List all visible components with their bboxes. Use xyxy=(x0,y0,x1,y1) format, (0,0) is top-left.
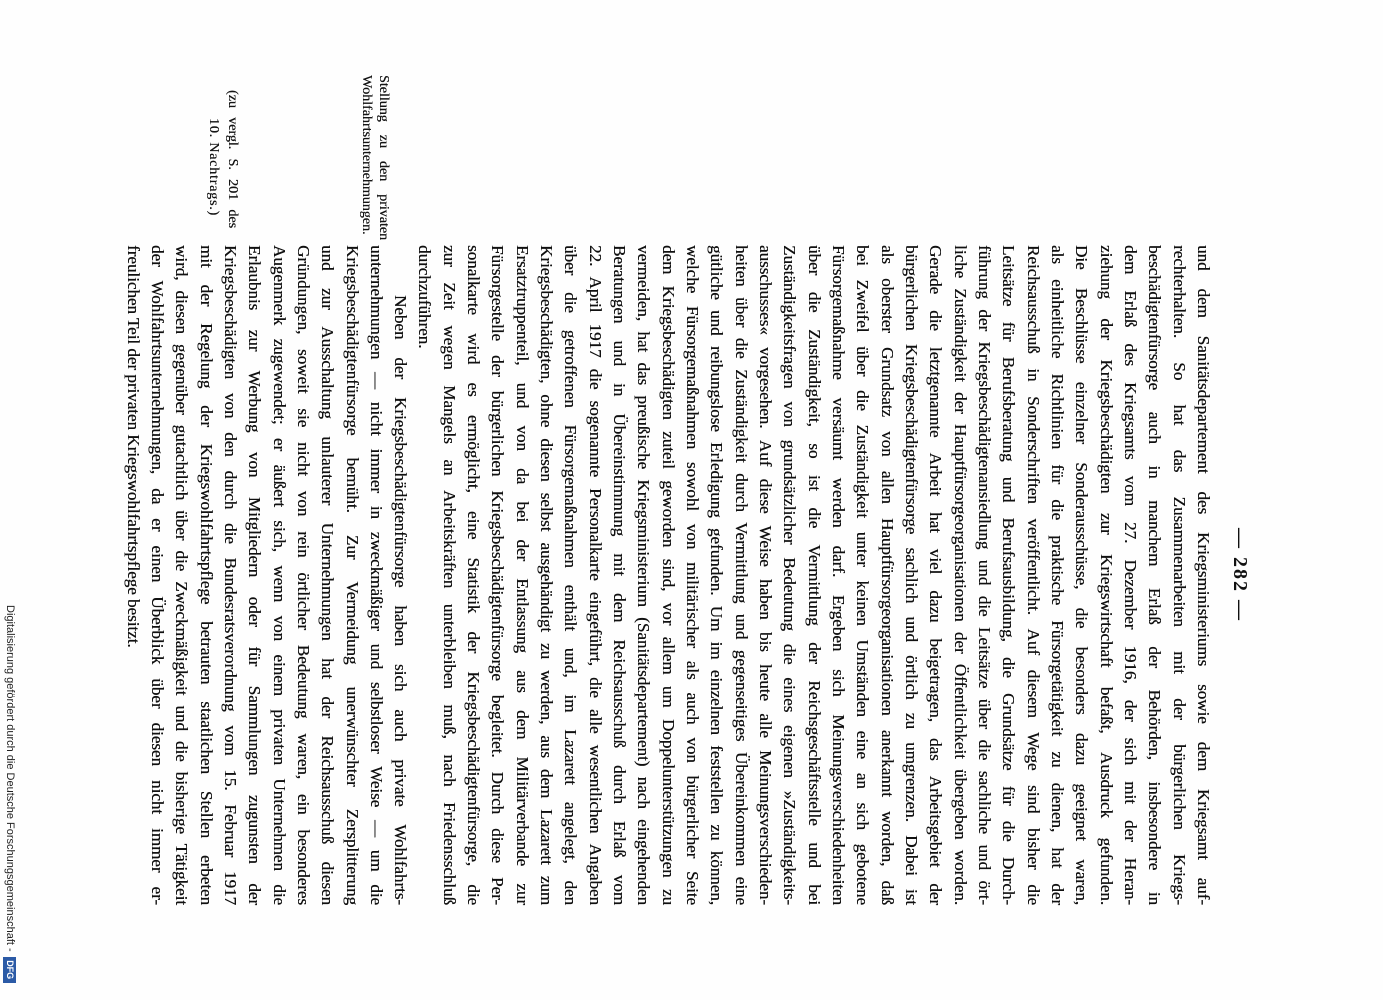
text-line: als oberster Grundsatz von allen Hauptfürsorgeorganisationen anerkannt worden, daß xyxy=(877,245,897,905)
text-line: Ersatztruppenteil, und von da bei der Entlassung aus dem Militärverbande zur xyxy=(512,245,532,905)
text-line: 22. April 1917 die sogenannte Personalkarte eingeführt, die alle wesentlichen Angaben xyxy=(585,245,605,905)
margin-note-line: Wohlfahrtsunternehmungen. xyxy=(359,75,374,235)
text-line: gütliche und reibungslose Erledigung gefunden. Um im einzelnen feststellen zu können, xyxy=(707,245,727,905)
text-line: über die getroffenen Fürsorgemaßnahmen enthält und, im Lazarett angelegt, den xyxy=(561,245,581,905)
text-line: dem Erlaß des Kriegsamts vom 27. Dezember 1916, der sich mit der Heran- xyxy=(1121,245,1141,905)
text-line: unternehmungen — nicht immer in zweckmäßiger und selbstloser Weise — um die xyxy=(366,245,386,905)
text-line: als einheitliche Richtlinien für die praktische Fürsorgetätigkeit zu dienen, hat der xyxy=(1048,245,1068,905)
text-line: Neben der Kriegsbeschädigtenfürsorge haben sich auch private Wohlfahrts- xyxy=(391,295,411,905)
credit-text: Digitalisierung gefördert durch die Deutsche Forschungsgemeinschaft - xyxy=(4,605,16,952)
text-line: sonalkarte wird es ermöglicht, eine Statistik der Kriegsbeschädigtenfürsorge, die xyxy=(464,245,484,905)
text-line: und zur Ausschaltung unlauterer Unternehmungen hat der Reichsausschuß diesen xyxy=(318,245,338,905)
text-line: bürgerlichen Kriegsbeschädigtenfürsorge sachlich und örtlich zu umgrenzen. Dabei ist xyxy=(902,245,922,905)
page-number: — 282 — xyxy=(1229,528,1251,622)
text-line: rechterhalten. So hat das Zusammenarbeiten mit der bürgerlichen Kriegs- xyxy=(1169,245,1189,905)
text-line: welche Fürsorgemaßnahmen sowohl von militärischer als auch von bürgerlicher Seite xyxy=(683,245,703,905)
text-line: Fürsorgestelle der bürgerlichen Kriegsbeschädigtenfürsorge begleitet. Durch diese Per- xyxy=(488,245,508,905)
text-line: Die Beschlüsse einzelner Sonderausschüsse, die besonders dazu geeignet waren, xyxy=(1072,245,1092,905)
body-text xyxy=(120,245,1215,905)
text-line: liche Zuständigkeit der Hauptfürsorgeorganisationen der Öffentlichkeit übergeben worden. xyxy=(950,245,970,905)
paragraph xyxy=(412,245,1215,905)
text-line: ausschusses« vorgesehen. Auf diese Weise haben bis heute alle Meinungsverschieden- xyxy=(756,245,776,905)
text-line: Gründungen, soweit sie nicht von rein örtlicher Bedeutung waren, ein besonderes xyxy=(293,245,313,905)
dfg-logo: DFG xyxy=(4,957,17,983)
text-line: beschädigtenfürsorge auch in manchem Erlaß der Behörden, insbesondere in xyxy=(1145,245,1165,905)
text-line: und dem Sanitätsdepartement des Kriegsministeriums sowie dem Kriegsamt auf- xyxy=(1194,245,1213,905)
text-line: über die Zuständigkeit, so ist die Vermittlung der Reichsgeschäftsstelle und bei xyxy=(804,245,824,905)
text-line: Kriegsbeschädigten, ohne diesen selbst ausgehändigt zu werden, aus dem Lazarett zum xyxy=(537,245,557,905)
margin-note-reference xyxy=(204,90,242,228)
text-line: durchzuführen. xyxy=(415,245,435,349)
text-line: Leitsätze für Berufsberatung und Berufsausbildung, die Grundsätze für die Durch- xyxy=(999,245,1019,905)
text-line: wird, diesen gegenüber gutachtlich über die Zweckmäßigkeit und die bisherige Tätigkeit xyxy=(172,245,192,905)
text-line: bei Zweifel über die Zuständigkeit unter keinen Umständen eine an sich gebotene xyxy=(853,245,873,905)
text-line: der Wohlfahrtsunternehmungen, da er einen Überblick über diesen nicht immer er- xyxy=(147,245,167,905)
text-line: ziehung der Kriegsbeschädigten zur Kriegswirtschaft befaßt, Ausdruck gefunden. xyxy=(1096,245,1116,905)
text-line: Beratungen und in Übereinstimmung mit dem Reichsausschuß durch Erlaß vom xyxy=(610,245,630,905)
digitization-credit xyxy=(2,605,18,983)
text-line: Kriegsbeschädigten von den durch die Bundesratsverordnung vom 15. Februar 1917 xyxy=(220,245,240,905)
text-line: Erlaubnis zur Werbung von Mitgliedern oder für Sammlungen zugunsten der xyxy=(245,245,265,905)
text-line: heiten über die Zuständigkeit durch Vermittlung und gegenseitiges Übereinkommen eine xyxy=(731,245,751,905)
text-line: Zuständigkeitsfragen von grundsätzlicher Bedeutung die eines eigenen »Zuständigkeits- xyxy=(780,245,800,905)
text-line: vermeiden, hat das preußische Kriegsministerium (Sanitätsdepartement) nach eingehenden xyxy=(634,245,654,905)
text-line: Reichsausschuß in Sonderschriften veröffentlicht. Auf diesem Wege sind bisher die xyxy=(1023,245,1043,905)
text-line: zur Zeit wegen Mangels an Arbeitskräften unterbleiben muß, nach Friedensschluß xyxy=(439,245,459,905)
margin-note xyxy=(358,75,392,240)
margin-note-line: (zu vergl. S. 201 des xyxy=(225,90,240,228)
text-line: Gerade die letztgenannte Arbeit hat viel dazu beigetragen, das Arbeitsgebiet der xyxy=(926,245,946,905)
text-line: dem Kriegsbeschädigten zuteil geworden sind, vor allem um Doppelunterstützungen zu xyxy=(658,245,678,905)
margin-note-line: Stellung zu den privaten xyxy=(376,75,391,240)
text-line: Fürsorgemaßnahme versäumt werden darf. Ergeben sich Meinungsverschiedenheiten xyxy=(829,245,849,905)
paragraph xyxy=(120,245,412,905)
text-line: mit der Regelung der Kriegswohlfahrtspflege betrauten staatlichen Stellen erbeten xyxy=(196,245,216,905)
margin-note-line: 10. Nachtrags.) xyxy=(206,118,221,216)
text-line: freulichen Teil der privaten Kriegswohlfahrtspflege besitzt. xyxy=(123,245,143,648)
text-line: Kriegsbeschädigtenfürsorge bemüht. Zur Vermeidung unerwünschter Zersplitterung xyxy=(342,245,362,905)
text-line: führung der Kriegsbeschädigtenansiedlung und die Leitsätze über die sachliche und ört- xyxy=(975,245,995,905)
text-line: Augenmerk zugewendet; er äußert sich, wenn von einem privaten Unternehmen die xyxy=(269,245,289,905)
